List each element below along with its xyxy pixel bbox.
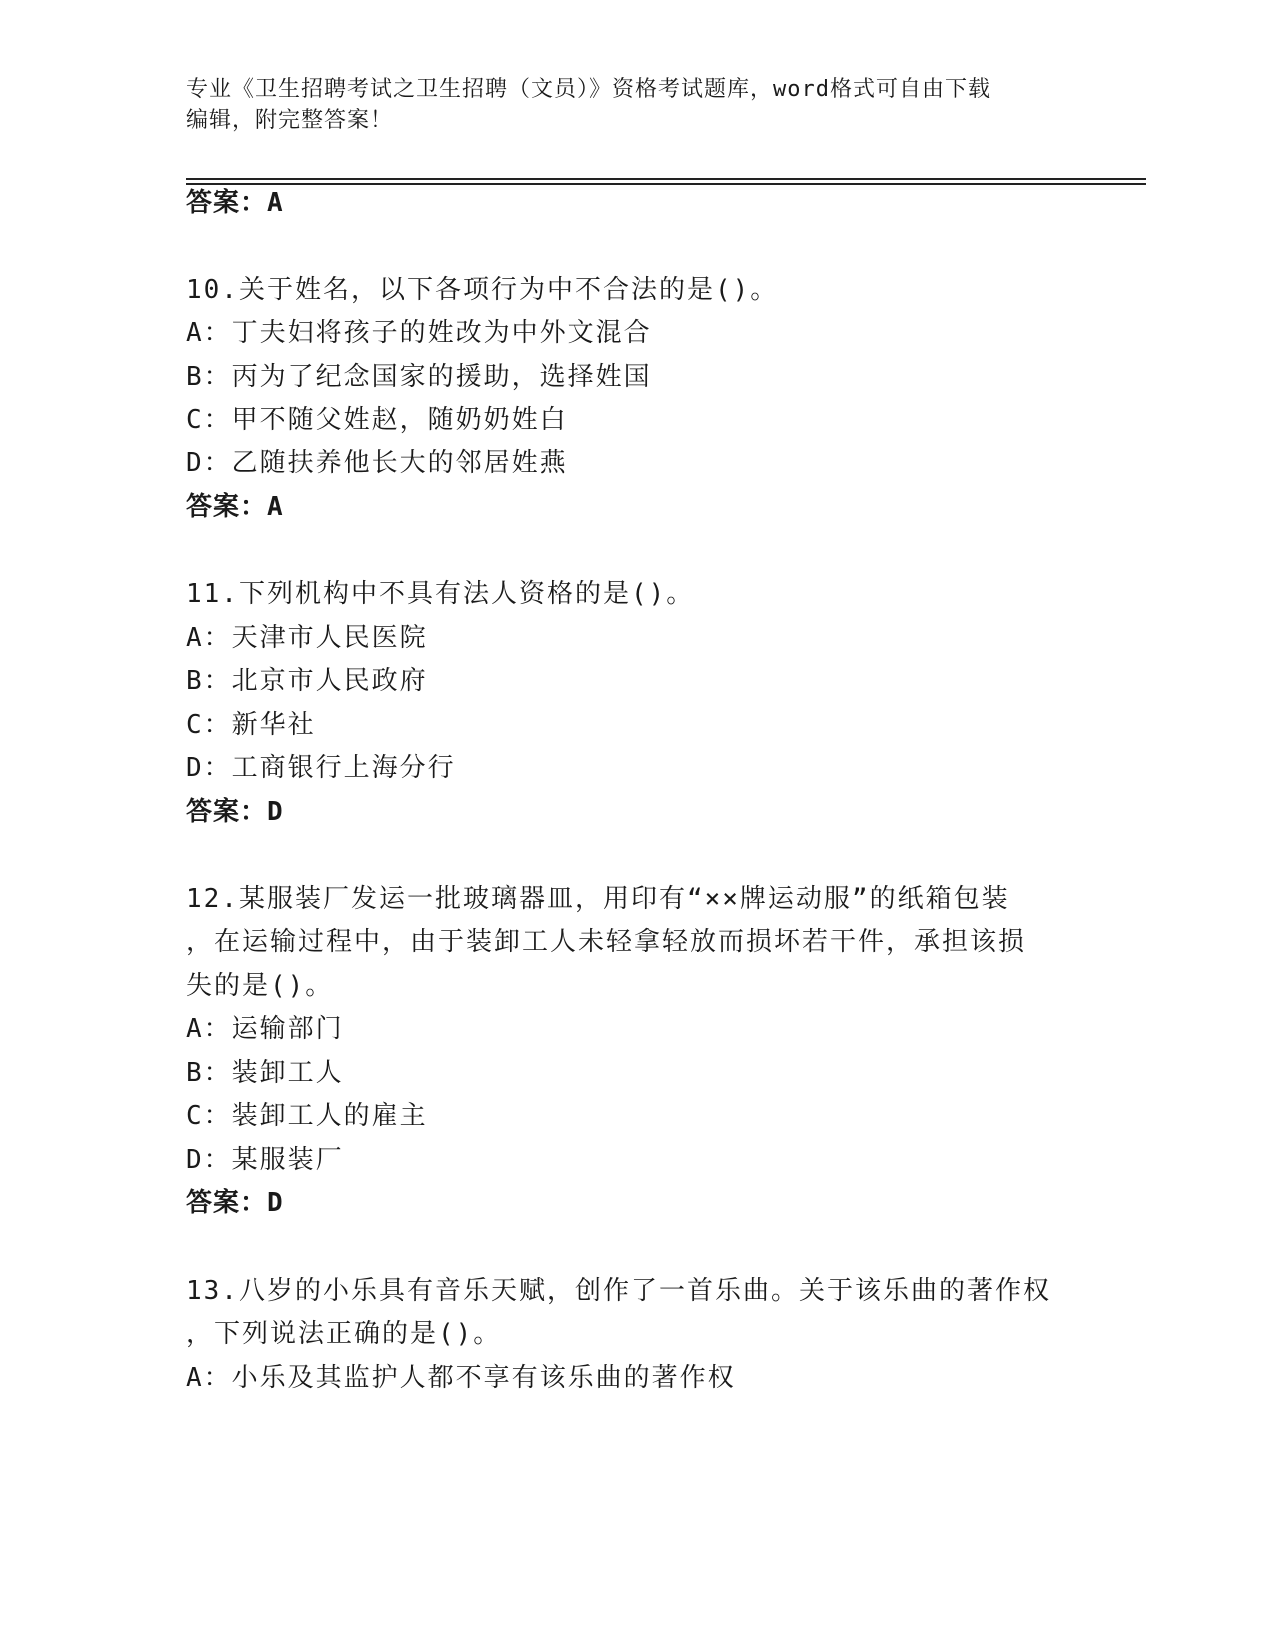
question-12-stem-line-2: ，在运输过程中，由于装卸工人未轻拿轻放而损坏若干件，承担该损: [186, 927, 1027, 957]
question-11-option-b: B：北京市人民政府: [186, 666, 428, 696]
header-divider-top: [186, 178, 1146, 180]
header-divider-bottom: [186, 183, 1146, 185]
question-12-stem-line-3: 失的是()。: [186, 971, 334, 1001]
question-13-stem-line-1: 13.八岁的小乐具有音乐天赋，创作了一首乐曲。关于该乐曲的著作权: [186, 1276, 1051, 1306]
question-12-option-d: D：某服装厂: [186, 1145, 344, 1175]
question-12-option-c: C：装卸工人的雇主: [186, 1101, 428, 1131]
question-12-answer: 答案：D: [186, 1188, 284, 1218]
question-11-option-a: A：天津市人民医院: [186, 623, 428, 653]
question-10-stem: 10.关于姓名，以下各项行为中不合法的是()。: [186, 275, 779, 305]
question-10-option-a: A：丁夫妇将孩子的姓改为中外文混合: [186, 318, 652, 348]
answer-previous: 答案：A: [186, 188, 284, 218]
document-header: [186, 74, 1066, 136]
question-11-option-d: D：工商银行上海分行: [186, 753, 456, 783]
header-line-2: 编辑，附完整答案！: [186, 108, 394, 133]
question-11-stem: 11.下列机构中不具有法人资格的是()。: [186, 579, 695, 609]
question-12-option-a: A：运输部门: [186, 1014, 344, 1044]
question-10-option-d: D：乙随扶养他长大的邻居姓燕: [186, 448, 568, 478]
question-11-answer: 答案：D: [186, 797, 284, 827]
question-11-option-c: C：新华社: [186, 710, 316, 740]
question-10-option-c: C：甲不随父姓赵，随奶奶姓白: [186, 405, 568, 435]
header-line-1: 专业《卫生招聘考试之卫生招聘（文员）》资格考试题库，word格式可自由下载: [186, 77, 991, 102]
question-10-answer: 答案：A: [186, 492, 284, 522]
question-13-option-a: A：小乐及其监护人都不享有该乐曲的著作权: [186, 1363, 736, 1393]
question-12-stem-line-1: 12.某服装厂发运一批玻璃器皿，用印有“××牌运动服”的纸箱包装: [186, 884, 1010, 914]
question-12-option-b: B：装卸工人: [186, 1058, 344, 1088]
question-10-option-b: B：丙为了纪念国家的援助，选择姓国: [186, 362, 652, 392]
question-13-stem-line-2: ，下列说法正确的是()。: [186, 1319, 502, 1349]
